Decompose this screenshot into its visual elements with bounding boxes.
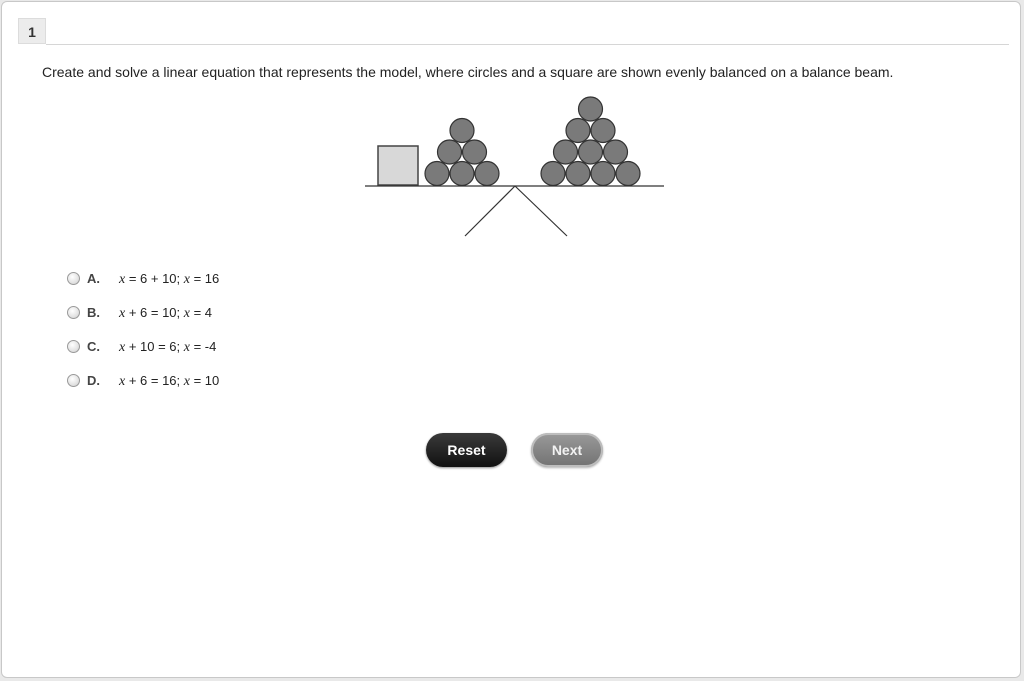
radio-c[interactable] xyxy=(67,340,80,353)
choice-d[interactable] xyxy=(67,372,220,406)
choice-answer: x + 6 = 10; x = 4 xyxy=(119,305,213,321)
choice-a[interactable] xyxy=(67,270,220,304)
weight-circle xyxy=(475,162,499,186)
weight-circle xyxy=(604,140,628,164)
question-prompt: Create and solve a linear equation that represents the model, where circles and a square are shown evenly balanced on a balance beam. xyxy=(42,64,894,80)
choice-b[interactable] xyxy=(67,304,213,338)
weight-circle xyxy=(554,140,578,164)
weight-circle xyxy=(616,162,640,186)
choice-letter: B. xyxy=(87,305,100,320)
choice-answer: x = 6 + 10; x = 16 xyxy=(119,271,220,287)
right-circles xyxy=(541,97,640,186)
weight-circle xyxy=(591,162,615,186)
choice-letter: A. xyxy=(87,271,100,286)
weight-circle xyxy=(566,162,590,186)
reset-button[interactable]: Reset xyxy=(426,433,507,467)
choice-letter: D. xyxy=(87,373,100,388)
fulcrum-right-leg xyxy=(515,186,567,236)
answer-choices xyxy=(67,270,220,406)
radio-d[interactable] xyxy=(67,374,80,387)
question-panel xyxy=(1,1,1021,678)
weight-circle xyxy=(579,97,603,121)
weight-circle xyxy=(438,140,462,164)
choice-answer: x + 6 = 16; x = 10 xyxy=(119,373,220,389)
weight-circle xyxy=(450,119,474,143)
weight-circle xyxy=(566,119,590,143)
weight-circle xyxy=(579,140,603,164)
header-divider xyxy=(46,44,1009,45)
weight-circle xyxy=(450,162,474,186)
choice-letter: C. xyxy=(87,339,100,354)
weight-circle xyxy=(463,140,487,164)
balance-model-figure xyxy=(362,94,672,244)
weight-circle xyxy=(541,162,565,186)
radio-b[interactable] xyxy=(67,306,80,319)
next-button[interactable]: Next xyxy=(531,433,603,467)
choice-answer: x + 10 = 6; x = -4 xyxy=(119,339,217,355)
radio-a[interactable] xyxy=(67,272,80,285)
weight-circle xyxy=(425,162,449,186)
weight-circle xyxy=(591,119,615,143)
choice-c[interactable] xyxy=(67,338,217,372)
unknown-square xyxy=(378,146,418,185)
fulcrum-left-leg xyxy=(465,186,515,236)
left-circles xyxy=(425,119,499,186)
question-number: 1 xyxy=(18,18,46,44)
